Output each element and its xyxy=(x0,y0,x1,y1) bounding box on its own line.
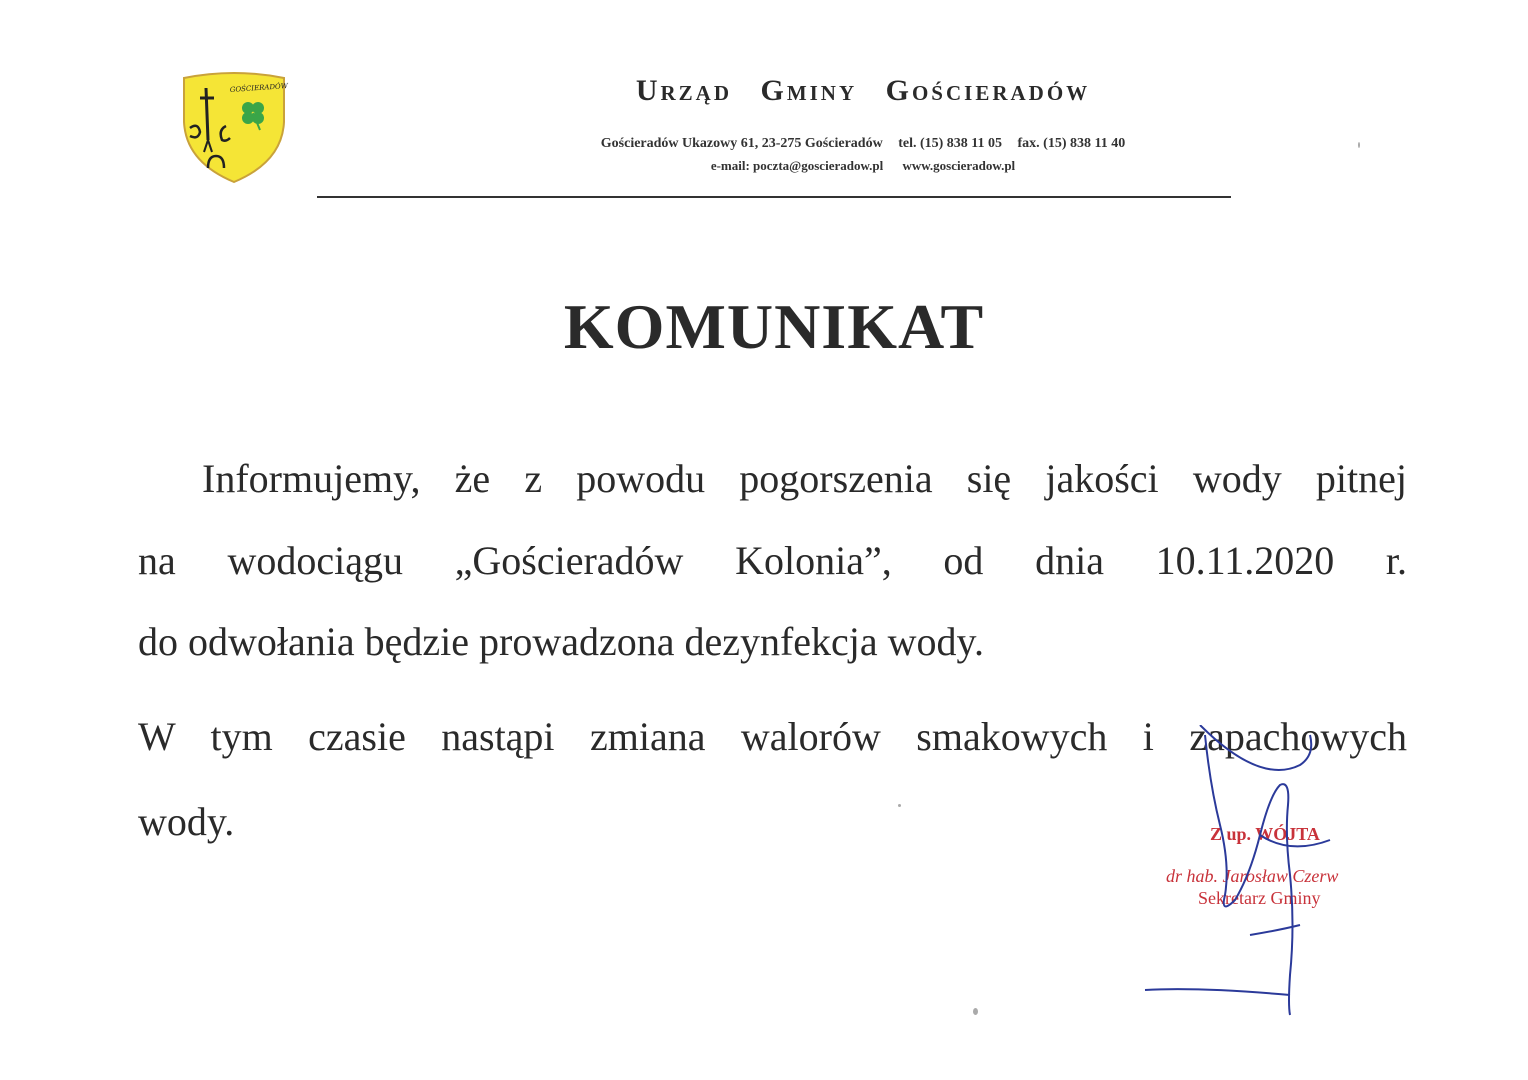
paragraph-1-line-1: Informujemy, że z powodu pogorszenia się jakości wody pitnej xyxy=(202,456,1407,501)
document-title: KOMUNIKAT xyxy=(563,291,985,362)
stamp-signatory-role: Sekretarz Gminy xyxy=(1198,888,1321,908)
office-address-line xyxy=(318,136,1408,152)
svg-text:GOŚCIERADÓW: GOŚCIERADÓW xyxy=(229,81,289,94)
scan-speck xyxy=(973,1008,978,1015)
signature-scribble-icon xyxy=(1140,725,1340,1025)
header-divider xyxy=(317,196,1231,198)
scan-speck xyxy=(1358,142,1360,148)
website-link: www.goscieradow.pl xyxy=(902,158,1016,173)
stamp-signatory-name: dr hab. Jarosław Czerw xyxy=(1166,866,1339,886)
stamp-authority: Z up. WÓJTA xyxy=(1210,824,1320,844)
paragraph-2-line-2: wody. xyxy=(138,799,235,844)
paragraph-1-line-3: do odwołania będzie prowadzona dezynfekcja wody. xyxy=(138,619,984,664)
office-name: Urząd Gminy Gościeradów xyxy=(635,74,1091,107)
phone-number: tel. (15) 838 11 05 xyxy=(898,136,1003,151)
email-address: e-mail: poczta@goscieradow.pl xyxy=(710,158,884,173)
coat-of-arms-logo xyxy=(178,70,290,186)
fax-number: fax. (15) 838 11 40 xyxy=(1017,136,1126,151)
postal-address: Gościeradów Ukazowy 61, 23-275 Gościeradów xyxy=(600,136,883,151)
office-contact-line xyxy=(318,158,1408,174)
handwritten-signature xyxy=(1140,725,1340,1025)
paragraph-1-line-2: na wodociągu „Gościeradów Kolonia”, od dnia 10.11.2020 r. xyxy=(138,538,1407,583)
scan-speck xyxy=(898,804,901,807)
paragraph-2-line-1: W tym czasie nastąpi zmiana walorów smakowych i zapachowych xyxy=(138,714,1407,759)
crest-shield-icon xyxy=(178,70,290,186)
